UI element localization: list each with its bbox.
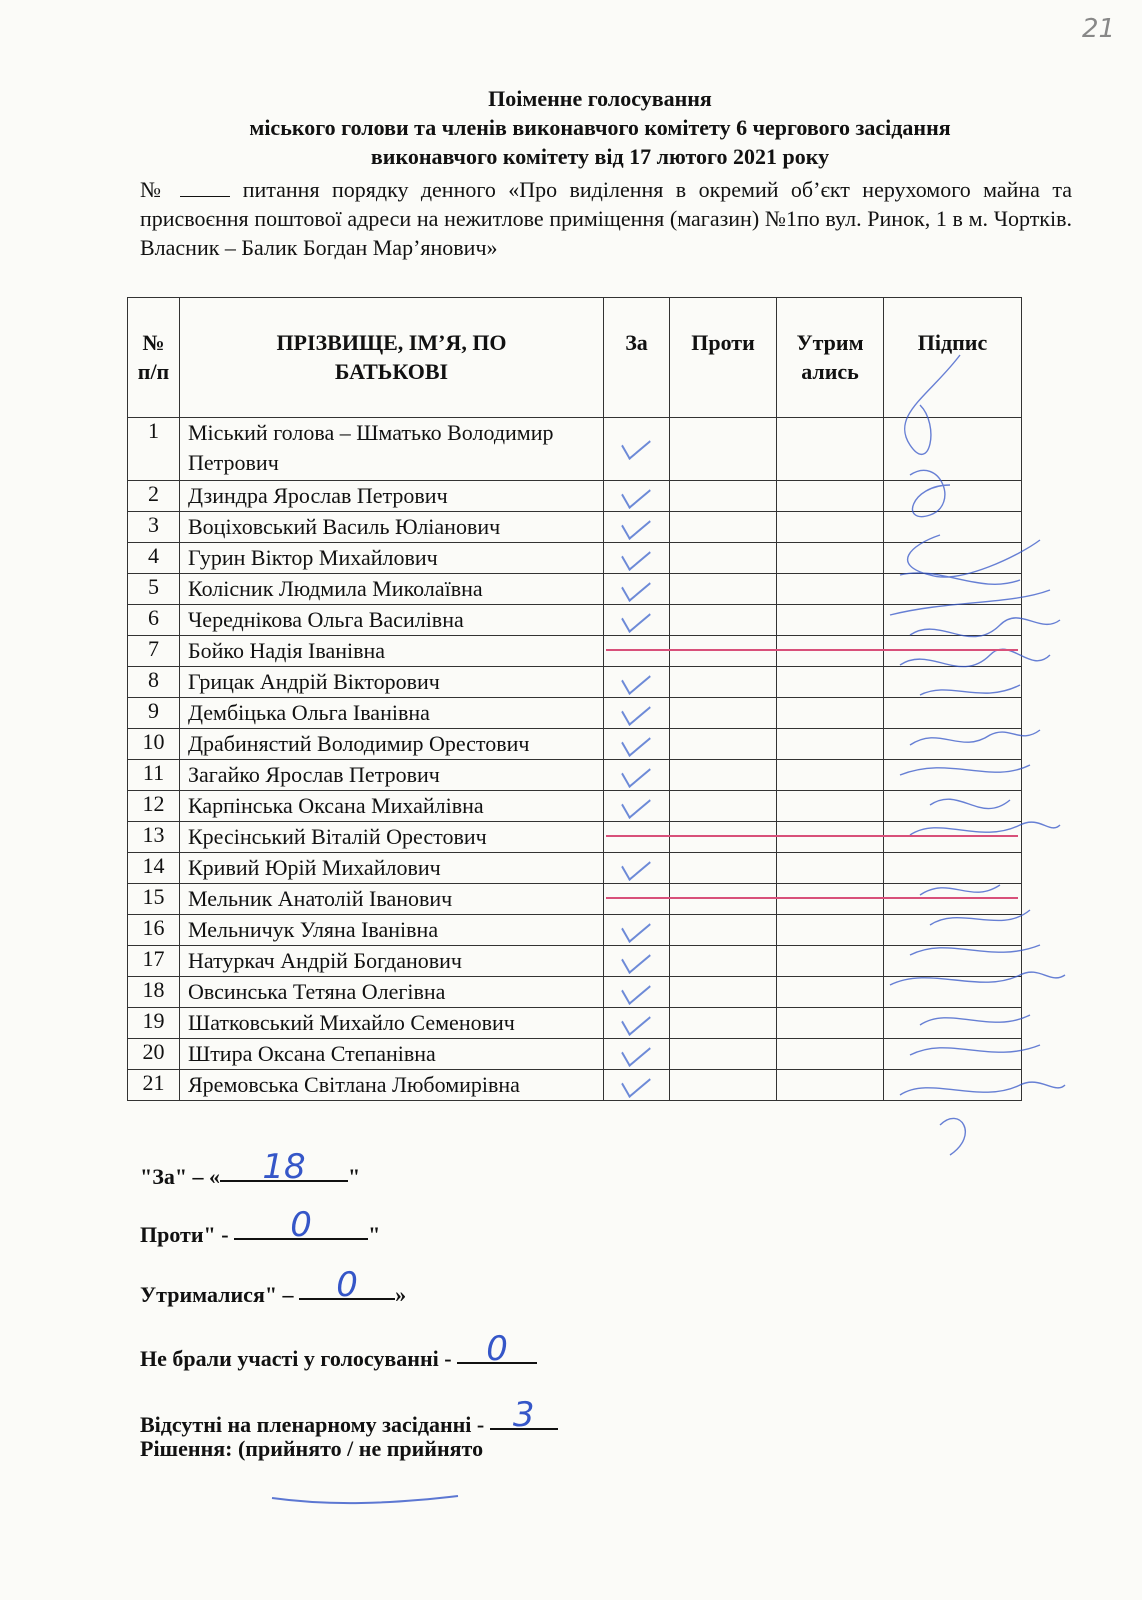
row-signature-cell	[884, 1039, 1022, 1070]
row-za-cell	[604, 729, 670, 760]
row-name: Карпінська Оксана Михайлівна	[180, 791, 604, 822]
absent-strike-line	[606, 897, 1018, 899]
row-number: 19	[128, 1008, 180, 1039]
row-signature-cell	[884, 915, 1022, 946]
row-utrym-cell	[777, 760, 884, 791]
row-number: 16	[128, 915, 180, 946]
row-za-cell	[604, 760, 670, 791]
agenda-number-blank	[180, 179, 230, 197]
row-number: 21	[128, 1070, 180, 1101]
row-utrym-cell	[777, 605, 884, 636]
row-name: Череднікова Ольга Василівна	[180, 605, 604, 636]
row-name: Грицак Андрій Вікторович	[180, 667, 604, 698]
row-signature-cell	[884, 418, 1022, 481]
summary-vidsutni	[140, 1395, 558, 1438]
row-signature-cell	[884, 605, 1022, 636]
row-number: 9	[128, 698, 180, 729]
row-za-cell	[604, 977, 670, 1008]
row-signature-cell	[884, 791, 1022, 822]
row-number: 12	[128, 791, 180, 822]
row-number: 14	[128, 853, 180, 884]
agenda-number-sign: №	[140, 177, 168, 202]
table-row	[128, 977, 1022, 1008]
table-row	[128, 946, 1022, 977]
row-signature-cell	[884, 543, 1022, 574]
row-name: Гурин Віктор Михайлович	[180, 543, 604, 574]
row-name: Мельничук Уляна Іванівна	[180, 915, 604, 946]
row-number: 4	[128, 543, 180, 574]
row-utrym-cell	[777, 418, 884, 481]
row-name: Овсинська Тетяна Олегівна	[180, 977, 604, 1008]
checkmark-icon	[621, 512, 651, 541]
checkmark-icon	[621, 1008, 651, 1037]
row-za-cell	[604, 512, 670, 543]
row-signature-cell	[884, 481, 1022, 512]
row-utrym-cell	[777, 729, 884, 760]
summary-ne-braly-value: 0	[457, 1336, 537, 1364]
voting-table	[127, 297, 1022, 1101]
table-row	[128, 791, 1022, 822]
row-number: 2	[128, 481, 180, 512]
row-name: Бойко Надія Іванівна	[180, 636, 604, 667]
row-name: Драбинястий Володимир Орестович	[180, 729, 604, 760]
row-signature-cell	[884, 698, 1022, 729]
summary-decision: Рішення: (прийнято / не прийнято	[140, 1436, 484, 1461]
header-pidpys: Підпис	[884, 298, 1022, 418]
row-number: 1	[128, 418, 180, 481]
summary-za-value: 18	[220, 1154, 348, 1182]
row-number: 20	[128, 1039, 180, 1070]
row-utrym-cell	[777, 791, 884, 822]
row-za-cell	[604, 481, 670, 512]
row-number: 6	[128, 605, 180, 636]
table-row	[128, 853, 1022, 884]
header-utrym: Утрим ались	[777, 298, 884, 418]
row-name: Яремовська Світлана Любомирівна	[180, 1070, 604, 1101]
summary-utrym-end: »	[395, 1282, 407, 1307]
summary-ne-braly-label: Не брали участі у голосуванні -	[140, 1346, 458, 1371]
heading-subtitle: міського голови та членів виконавчого комітету 6 чергового засідання	[249, 115, 951, 140]
row-utrym-cell	[777, 1070, 884, 1101]
table-row	[128, 729, 1022, 760]
table-row	[128, 698, 1022, 729]
summary-utrym	[140, 1265, 407, 1308]
row-proty-cell	[670, 667, 777, 698]
row-number: 8	[128, 667, 180, 698]
summary-vidsutni-label: Відсутні на пленарному засіданні -	[140, 1412, 490, 1437]
checkmark-icon	[621, 605, 651, 634]
row-name: Міський голова – Шматько Володимир Петрович	[180, 418, 604, 481]
voting-table-body	[128, 418, 1022, 1101]
row-proty-cell	[670, 791, 777, 822]
row-name: Штира Оксана Степанівна	[180, 1039, 604, 1070]
row-za-cell	[604, 791, 670, 822]
row-proty-cell	[670, 729, 777, 760]
checkmark-icon	[621, 698, 651, 727]
row-signature-cell	[884, 1008, 1022, 1039]
checkmark-icon	[621, 1070, 651, 1099]
heading-title: Поіменне голосування	[488, 86, 712, 111]
row-name: Шатковський Михайло Семенович	[180, 1008, 604, 1039]
summary-za-end: "	[348, 1164, 361, 1189]
checkmark-icon	[621, 1039, 651, 1068]
row-proty-cell	[670, 1008, 777, 1039]
table-row	[128, 667, 1022, 698]
row-number: 10	[128, 729, 180, 760]
checkmark-icon	[621, 853, 651, 882]
summary-proty-end: "	[368, 1222, 381, 1247]
checkmark-icon	[621, 915, 651, 944]
row-utrym-cell	[777, 667, 884, 698]
summary-vidsutni-value: 3	[490, 1402, 558, 1430]
row-proty-cell	[670, 853, 777, 884]
summary-proty-value: 0	[234, 1212, 368, 1240]
checkmark-icon	[621, 667, 651, 696]
summary-za	[140, 1147, 361, 1190]
row-signature-cell	[884, 512, 1022, 543]
row-proty-cell	[670, 605, 777, 636]
row-proty-cell	[670, 574, 777, 605]
table-row	[128, 760, 1022, 791]
row-signature-cell	[884, 1070, 1022, 1101]
page-number: 21	[1082, 14, 1116, 44]
row-utrym-cell	[777, 512, 884, 543]
heading-date: виконавчого комітету від 17 лютого 2021 року	[370, 144, 830, 169]
checkmark-icon	[621, 791, 651, 820]
row-utrym-cell	[777, 574, 884, 605]
row-name: Загайко Ярослав Петрович	[180, 760, 604, 791]
row-proty-cell	[670, 481, 777, 512]
header-name: ПРІЗВИЩЕ, ІМ’Я, ПО БАТЬКОВІ	[180, 298, 604, 418]
table-row	[128, 543, 1022, 574]
row-za-cell	[604, 1070, 670, 1101]
row-name: Колісник Людмила Миколаївна	[180, 574, 604, 605]
absent-strike-line	[606, 835, 1018, 837]
row-signature-cell	[884, 760, 1022, 791]
table-row	[128, 512, 1022, 543]
row-signature-cell	[884, 977, 1022, 1008]
row-signature-cell	[884, 853, 1022, 884]
checkmark-icon	[621, 760, 651, 789]
row-proty-cell	[670, 1039, 777, 1070]
row-proty-cell	[670, 946, 777, 977]
row-number: 18	[128, 977, 180, 1008]
row-name: Кривий Юрій Михайлович	[180, 853, 604, 884]
row-proty-cell	[670, 418, 777, 481]
row-name: Кресінський Віталій Орестович	[180, 822, 604, 853]
row-za-cell	[604, 853, 670, 884]
header-num: № п/п	[128, 298, 180, 418]
row-utrym-cell	[777, 698, 884, 729]
row-number: 7	[128, 636, 180, 667]
row-name: Натуркач Андрій Богданович	[180, 946, 604, 977]
table-row	[128, 481, 1022, 512]
row-utrym-cell	[777, 946, 884, 977]
header-proty: Проти	[670, 298, 777, 418]
table-row	[128, 1070, 1022, 1101]
row-za-cell	[604, 915, 670, 946]
row-proty-cell	[670, 512, 777, 543]
row-utrym-cell	[777, 1008, 884, 1039]
checkmark-icon	[621, 977, 651, 1006]
document-heading	[140, 84, 1060, 171]
row-name: Мельник Анатолій Іванович	[180, 884, 604, 915]
summary-za-label: "За" – «	[140, 1164, 221, 1189]
row-za-cell	[604, 418, 670, 481]
row-name: Воціховський Василь Юліанович	[180, 512, 604, 543]
checkmark-icon	[621, 428, 651, 460]
table-row	[128, 915, 1022, 946]
header-za: За	[604, 298, 670, 418]
summary-ne-braly	[140, 1329, 537, 1372]
absent-strike-line	[606, 649, 1018, 651]
row-number: 3	[128, 512, 180, 543]
row-signature-cell	[884, 667, 1022, 698]
row-za-cell	[604, 1008, 670, 1039]
summary-proty-label: Проти" -	[140, 1222, 235, 1247]
agenda-item	[140, 175, 1072, 262]
row-za-cell	[604, 574, 670, 605]
row-proty-cell	[670, 698, 777, 729]
table-row	[128, 1039, 1022, 1070]
checkmark-icon	[621, 481, 651, 510]
row-number: 13	[128, 822, 180, 853]
row-utrym-cell	[777, 853, 884, 884]
table-row	[128, 1008, 1022, 1039]
agenda-text: питання порядку денного «Про виділення в окремий об’єкт нерухомого майна та присвоєння поштової адреси на нежитлове приміщення (магазин) №1по вул. Ринок, 1 в м. Чортків. Власник – Балик Богдан Мар’янович»	[140, 177, 1072, 260]
row-za-cell	[604, 698, 670, 729]
checkmark-icon	[621, 574, 651, 603]
summary-proty	[140, 1205, 381, 1248]
row-za-cell	[604, 543, 670, 574]
row-signature-cell	[884, 946, 1022, 977]
row-number: 15	[128, 884, 180, 915]
row-za-cell	[604, 946, 670, 977]
table-row	[128, 418, 1022, 481]
row-utrym-cell	[777, 543, 884, 574]
row-za-cell	[604, 1039, 670, 1070]
checkmark-icon	[621, 946, 651, 975]
row-proty-cell	[670, 543, 777, 574]
row-proty-cell	[670, 1070, 777, 1101]
row-proty-cell	[670, 977, 777, 1008]
summary-utrym-value: 0	[299, 1272, 395, 1300]
row-proty-cell	[670, 760, 777, 791]
row-za-cell	[604, 605, 670, 636]
row-number: 17	[128, 946, 180, 977]
row-name: Дзиндра Ярослав Петрович	[180, 481, 604, 512]
row-utrym-cell	[777, 481, 884, 512]
table-row	[128, 605, 1022, 636]
row-utrym-cell	[777, 1039, 884, 1070]
row-signature-cell	[884, 574, 1022, 605]
checkmark-icon	[621, 543, 651, 572]
row-utrym-cell	[777, 915, 884, 946]
decision-underline	[270, 1492, 460, 1506]
row-signature-cell	[884, 729, 1022, 760]
row-za-cell	[604, 667, 670, 698]
row-number: 11	[128, 760, 180, 791]
row-utrym-cell	[777, 977, 884, 1008]
summary-utrym-label: Утрималися" –	[140, 1282, 300, 1307]
row-number: 5	[128, 574, 180, 605]
checkmark-icon	[621, 729, 651, 758]
row-name: Дембіцька Ольга Іванівна	[180, 698, 604, 729]
row-proty-cell	[670, 915, 777, 946]
table-row	[128, 574, 1022, 605]
